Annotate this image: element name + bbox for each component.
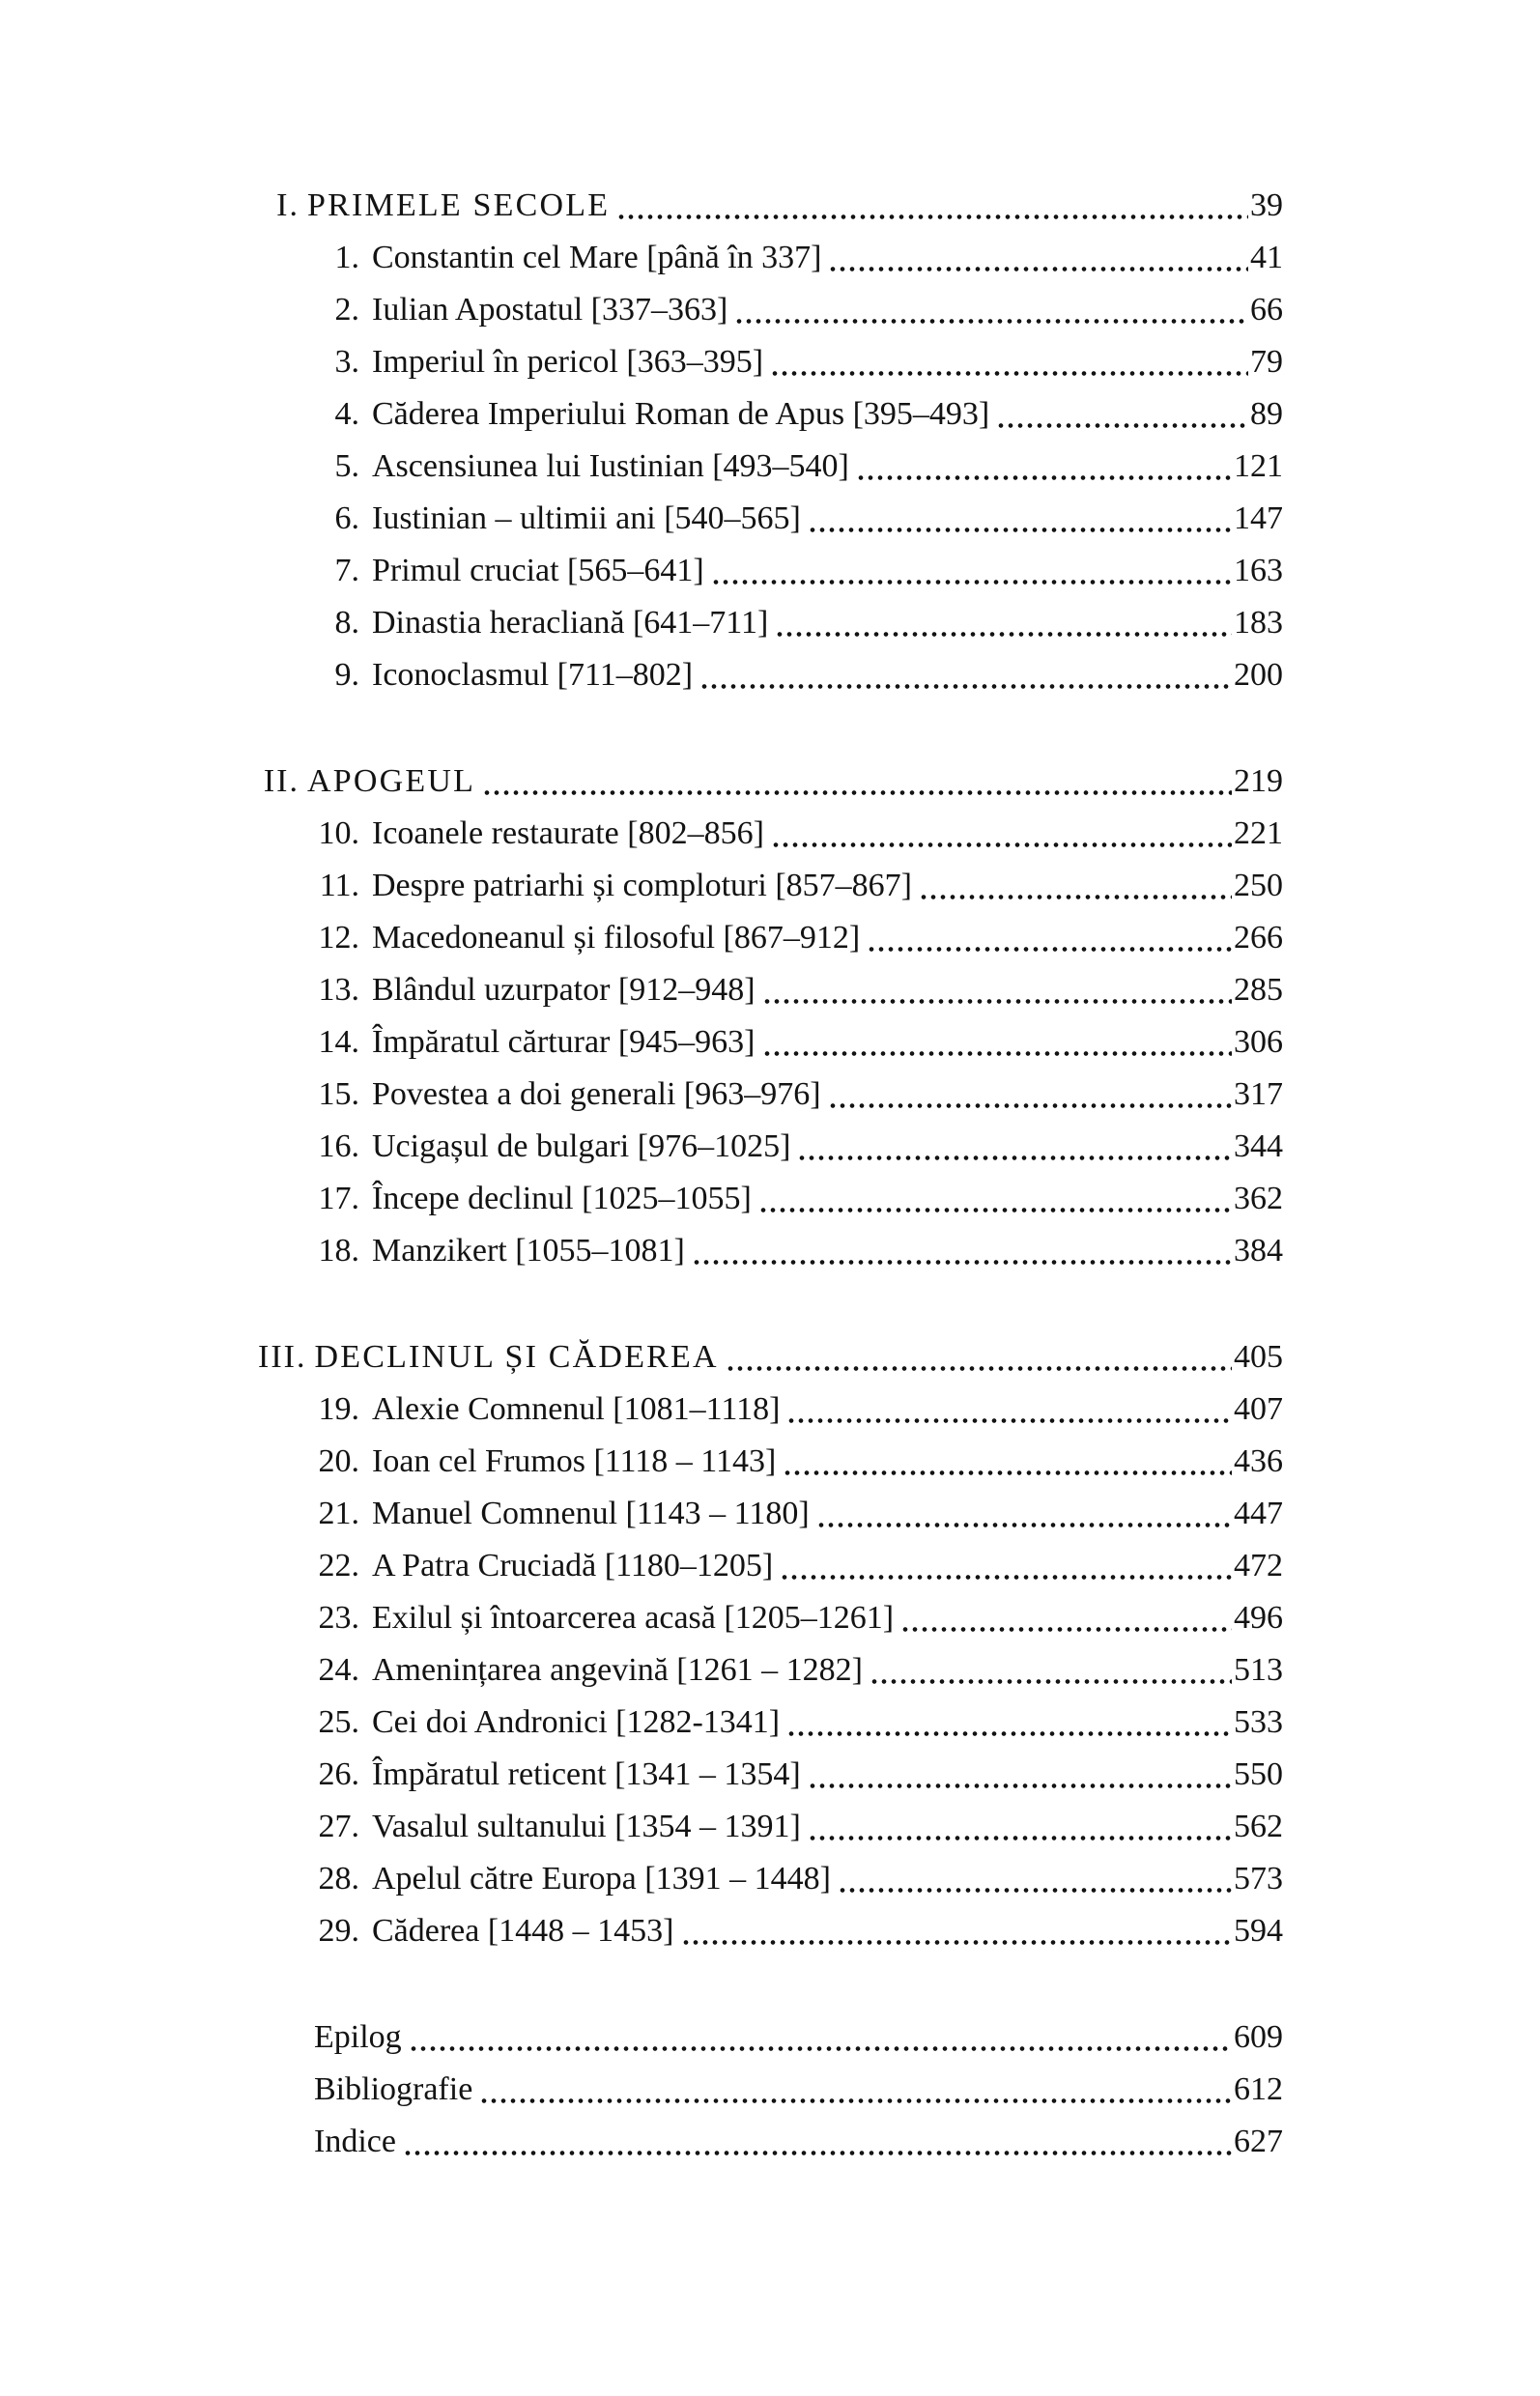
toc-section-heading	[258, 1331, 1283, 1383]
dot-leader	[692, 1225, 1232, 1277]
entry-title: Vasalul sultanului [1354 – 1391]	[372, 1809, 801, 1844]
page-number: 533	[1234, 1704, 1283, 1740]
entry-number: 11.	[319, 868, 359, 903]
dot-leader	[870, 1644, 1232, 1697]
entry-title: Începe declinul [1025–1055]	[372, 1181, 752, 1216]
entry-title: Bibliografie	[314, 2071, 473, 2107]
dot-leader	[482, 756, 1232, 808]
toc-entry	[258, 1905, 1283, 1957]
page-number: 285	[1234, 972, 1283, 1008]
entry-title: Apelul către Europa [1391 – 1448]	[372, 1861, 831, 1897]
toc-entry	[258, 1853, 1283, 1905]
toc-entry	[258, 1749, 1283, 1801]
toc-back-matter-entry	[258, 2011, 1283, 2064]
entry-number: 17.	[318, 1181, 359, 1216]
entry-title: Iustinian – ultimii ani [540–565]	[372, 500, 801, 536]
entry-number: 26.	[318, 1756, 359, 1792]
toc-entry	[258, 1540, 1283, 1592]
toc-entry	[258, 1069, 1283, 1121]
page-number: 562	[1234, 1809, 1283, 1844]
entry-title: Căderea [1448 – 1453]	[372, 1913, 674, 1949]
toc-entry	[258, 860, 1283, 912]
entry-title: Povestea a doi generali [963–976]	[372, 1076, 821, 1112]
dot-leader	[734, 284, 1248, 336]
entry-title: Imperiul în pericol [363–395]	[372, 344, 764, 380]
page-number: 266	[1234, 920, 1283, 956]
dot-leader	[403, 2116, 1232, 2168]
page-number: 41	[1250, 240, 1283, 275]
dot-leader	[770, 336, 1248, 388]
entry-title: Epilog	[314, 2019, 402, 2055]
page-number: 496	[1234, 1600, 1283, 1636]
page-number: 612	[1234, 2071, 1283, 2107]
entry-number: 3.	[334, 344, 359, 380]
page-number: 609	[1234, 2019, 1283, 2055]
page-number: 221	[1234, 815, 1283, 851]
entry-number: 28.	[318, 1861, 359, 1897]
section-title: APOGEUL	[307, 763, 476, 799]
entry-title: Blândul uzurpator [912–948]	[372, 972, 756, 1008]
toc-entry	[258, 1121, 1283, 1173]
page-number: 344	[1234, 1128, 1283, 1164]
entry-number: 10.	[318, 815, 359, 851]
dot-leader	[808, 1801, 1232, 1853]
entry-number: 24.	[318, 1652, 359, 1688]
toc-entry	[258, 1697, 1283, 1749]
page-number: 317	[1234, 1076, 1283, 1112]
dot-leader	[479, 2064, 1232, 2116]
entry-title: Manzikert [1055–1081]	[372, 1233, 685, 1269]
toc-entry	[258, 912, 1283, 964]
entry-title: Primul cruciat [565–641]	[372, 553, 704, 588]
entry-number: 16.	[318, 1128, 359, 1164]
entry-title: Iulian Apostatul [337–363]	[372, 292, 728, 328]
dot-leader	[783, 1436, 1232, 1488]
entry-title: Împăratul reticent [1341 – 1354]	[372, 1756, 801, 1792]
entry-number: 25.	[318, 1704, 359, 1740]
entry-number: 12.	[318, 920, 359, 956]
dot-leader	[762, 1016, 1233, 1069]
toc-entry	[258, 1644, 1283, 1697]
page-number: 183	[1234, 605, 1283, 641]
dot-leader	[797, 1121, 1232, 1173]
dot-leader	[838, 1853, 1232, 1905]
entry-title: Despre patriarhi și comploturi [857–867]	[372, 868, 912, 903]
dot-leader	[808, 493, 1232, 545]
entry-title: Icoanele restaurate [802–856]	[372, 815, 764, 851]
entry-title: Ascensiunea lui Iustinian [493–540]	[372, 448, 849, 484]
entry-title: Căderea Imperiului Roman de Apus [395–493]	[372, 396, 990, 432]
page-number: 39	[1250, 187, 1283, 223]
entry-number: 7.	[334, 553, 359, 588]
toc-back-matter-entry	[258, 2064, 1283, 2116]
page-number: 627	[1234, 2124, 1283, 2159]
dot-leader	[771, 808, 1232, 860]
page-number: 472	[1234, 1548, 1283, 1583]
entry-number: 18.	[318, 1233, 359, 1269]
toc-entry	[258, 1383, 1283, 1436]
dot-leader	[786, 1697, 1232, 1749]
dot-leader	[816, 1488, 1232, 1540]
dot-leader	[775, 597, 1232, 649]
dot-leader	[786, 1383, 1232, 1436]
dot-leader	[762, 964, 1232, 1016]
toc-entry	[258, 493, 1283, 545]
toc-section-heading	[258, 756, 1283, 808]
page-number: 513	[1234, 1652, 1283, 1688]
entry-number: 29.	[318, 1913, 359, 1949]
toc-entry	[258, 1016, 1283, 1069]
entry-title: Indice	[314, 2124, 396, 2159]
section-title: PRIMELE SECOLE	[307, 187, 611, 223]
page-number: 407	[1234, 1391, 1283, 1427]
dot-leader	[828, 1069, 1232, 1121]
toc-back-matter-entry	[258, 2116, 1283, 2168]
toc-entry	[258, 388, 1283, 441]
toc-entry	[258, 1173, 1283, 1225]
toc-entry	[258, 808, 1283, 860]
dot-leader	[996, 388, 1248, 441]
dot-leader	[758, 1173, 1232, 1225]
toc-entry	[258, 1488, 1283, 1540]
toc-entry	[258, 232, 1283, 284]
entry-title: Alexie Comnenul [1081–1118]	[372, 1391, 781, 1427]
entry-number: 22.	[318, 1548, 359, 1583]
entry-number: 15.	[318, 1076, 359, 1112]
page-number: 362	[1234, 1181, 1283, 1216]
entry-number: 27.	[318, 1809, 359, 1844]
toc-entry	[258, 336, 1283, 388]
dot-leader	[726, 1331, 1232, 1383]
entry-title: Constantin cel Mare [până în 337]	[372, 240, 822, 275]
page-number: 121	[1234, 448, 1283, 484]
entry-title: Macedoneanul și filosoful [867–912]	[372, 920, 861, 956]
dot-leader	[780, 1540, 1232, 1592]
entry-number: 4.	[334, 396, 359, 432]
toc-entry	[258, 597, 1283, 649]
section-numeral: II.	[263, 763, 299, 799]
toc-entry	[258, 545, 1283, 597]
dot-leader	[616, 180, 1248, 232]
table-of-contents	[258, 180, 1283, 2168]
page-number: 66	[1250, 292, 1283, 328]
entry-number: 1.	[334, 240, 359, 275]
page-number: 405	[1234, 1339, 1283, 1375]
section-numeral: III.	[258, 1339, 307, 1375]
dot-leader	[681, 1905, 1232, 1957]
entry-number: 20.	[318, 1443, 359, 1479]
page-number: 79	[1250, 344, 1283, 380]
page-number: 573	[1234, 1861, 1283, 1897]
page-number: 436	[1234, 1443, 1283, 1479]
entry-number: 2.	[334, 292, 359, 328]
dot-leader	[828, 232, 1248, 284]
dot-leader	[867, 912, 1232, 964]
entry-title: Cei doi Andronici [1282-1341]	[372, 1704, 781, 1740]
dot-leader	[808, 1749, 1232, 1801]
page-number: 163	[1234, 553, 1283, 588]
entry-title: Ioan cel Frumos [1118 – 1143]	[372, 1443, 777, 1479]
entry-title: Dinastia heracliană [641–711]	[372, 605, 769, 641]
entry-number: 6.	[334, 500, 359, 536]
dot-leader	[856, 441, 1232, 493]
dot-leader	[409, 2011, 1232, 2064]
page-number: 219	[1234, 763, 1283, 799]
toc-entry	[258, 284, 1283, 336]
entry-title: Exilul și întoarcerea acasă [1205–1261]	[372, 1600, 895, 1636]
page-number: 147	[1234, 500, 1283, 536]
toc-entry	[258, 964, 1283, 1016]
toc-entry	[258, 1225, 1283, 1277]
toc-entry	[258, 649, 1283, 701]
page-number: 89	[1250, 396, 1283, 432]
entry-number: 21.	[318, 1496, 359, 1531]
section-title: DECLINUL ȘI CĂDEREA	[314, 1339, 719, 1375]
entry-number: 13.	[318, 972, 359, 1008]
page-number: 550	[1234, 1756, 1283, 1792]
toc-entry	[258, 1801, 1283, 1853]
entry-title: Iconoclasmul [711–802]	[372, 657, 694, 693]
section-numeral: I.	[276, 187, 299, 223]
toc-section-heading	[258, 180, 1283, 232]
page-number: 200	[1234, 657, 1283, 693]
toc-entry	[258, 1436, 1283, 1488]
page-number: 384	[1234, 1233, 1283, 1269]
entry-number: 19.	[318, 1391, 359, 1427]
entry-number: 23.	[318, 1600, 359, 1636]
entry-title: Ucigașul de bulgari [976–1025]	[372, 1128, 791, 1164]
entry-title: A Patra Cruciadă [1180–1205]	[372, 1548, 774, 1583]
entry-title: Manuel Comnenul [1143 – 1180]	[372, 1496, 810, 1531]
entry-number: 9.	[334, 657, 359, 693]
dot-leader	[699, 649, 1232, 701]
page-number: 447	[1234, 1496, 1283, 1531]
entry-number: 14.	[318, 1024, 359, 1060]
toc-entry	[258, 441, 1283, 493]
page-number: 250	[1234, 868, 1283, 903]
entry-title: Amenințarea angevină [1261 – 1282]	[372, 1652, 863, 1688]
dot-leader	[919, 860, 1232, 912]
entry-number: 5.	[334, 448, 359, 484]
page-number: 594	[1234, 1913, 1283, 1949]
dot-leader	[900, 1592, 1232, 1644]
dot-leader	[711, 545, 1232, 597]
toc-entry	[258, 1592, 1283, 1644]
page-number: 306	[1234, 1024, 1283, 1060]
entry-title: Împăratul cărturar [945–963]	[372, 1024, 756, 1060]
entry-number: 8.	[334, 605, 359, 641]
